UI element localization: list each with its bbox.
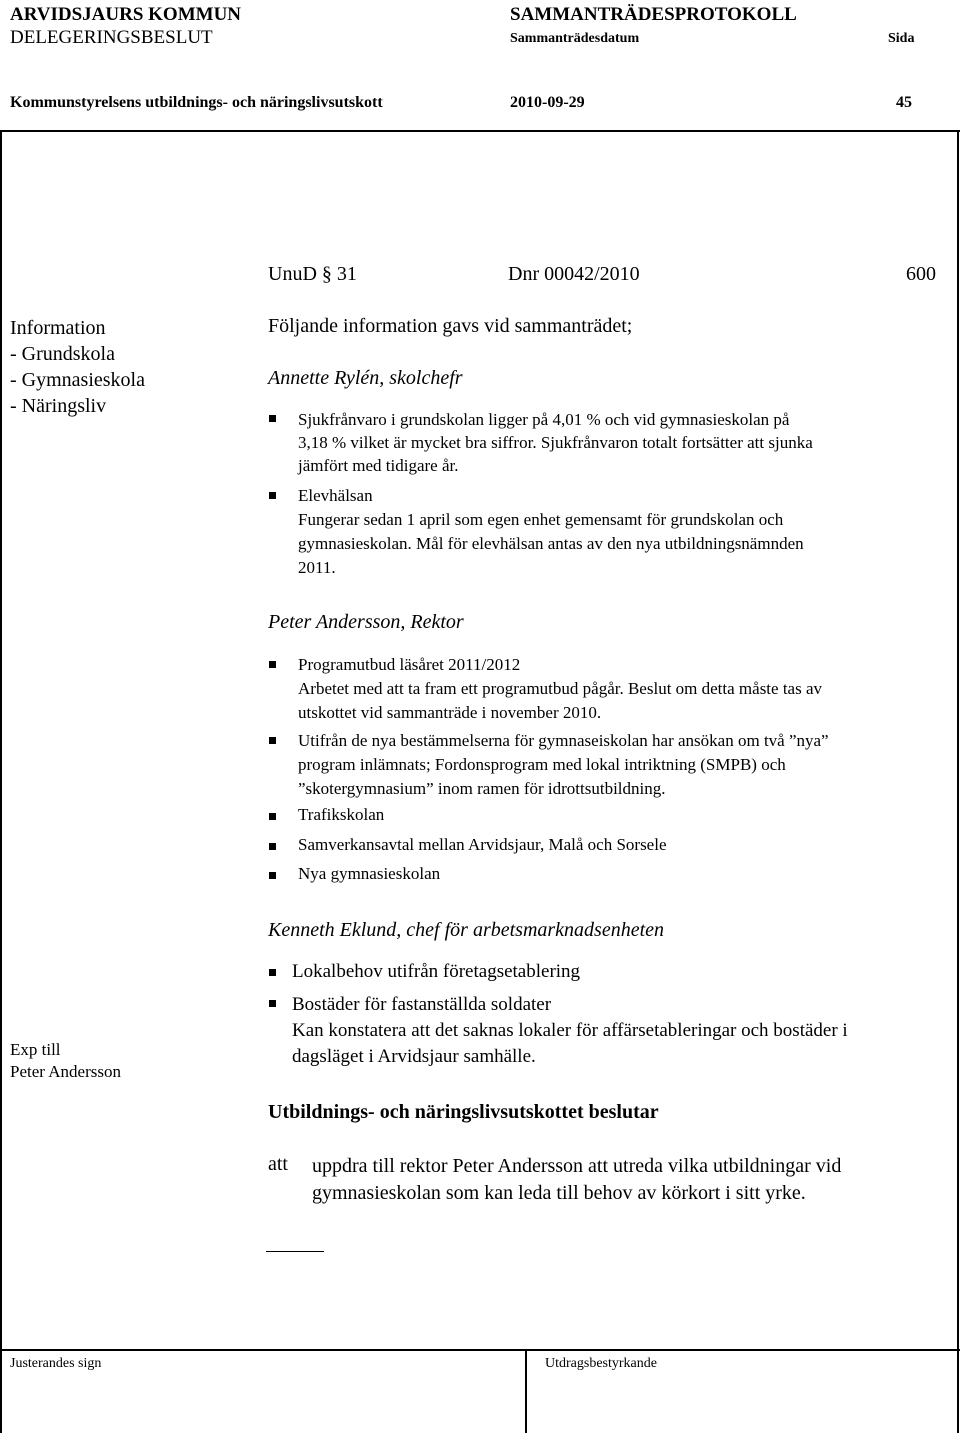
list-item-line: Sjukfrånvaro i grundskolan ligger på 4,01 % och vid gymnasieskolan på	[298, 410, 790, 429]
list-item-line: gymnasieskolan. Mål för elevhälsan antas av den nya utbildningsnämnden	[298, 534, 804, 553]
sidebar-exp-line: Peter Andersson	[10, 1062, 121, 1081]
case-number: 31	[336, 263, 357, 285]
list-item-line: Kan konstatera att det saknas lokaler för affärsetableringar och bostäder i	[292, 1020, 848, 1041]
page-number: 45	[896, 94, 912, 111]
meeting-date: 2010-09-29	[510, 94, 585, 111]
section-symbol: §	[321, 263, 332, 285]
date-label: Sammanträdesdatum	[510, 31, 640, 46]
org-name: ARVIDSJAURS KOMMUN	[10, 4, 242, 25]
list-item: Samverkansavtal mellan Arvidsjaur, Malå och Sorsele	[298, 835, 667, 854]
list-item-line: Bostäder för fastanställda soldater	[292, 994, 552, 1015]
decision-line: uppdra till rektor Peter Andersson att utreda vilka utbildningar vid	[312, 1155, 842, 1177]
list-item-line: dagsläget i Arvidsjaur samhälle.	[292, 1046, 536, 1067]
right-border	[957, 130, 959, 1433]
bullet-icon	[269, 813, 276, 820]
list-item: Lokalbehov utifrån företagsetablering	[292, 961, 581, 982]
bullet-icon	[269, 415, 276, 422]
footer-justerandes-sign: Justerandes sign	[10, 1356, 102, 1371]
sidebar-topic	[10, 315, 145, 419]
case-ref	[268, 263, 357, 286]
page-label: Sida	[888, 31, 915, 46]
speaker-kenneth: Kenneth Eklund, chef för arbetsmarknadsenheten	[268, 919, 665, 941]
list-item-line: program inlämnats; Fordonsprogram med lokal intriktning (SMPB) och	[298, 755, 786, 774]
list-item	[298, 653, 822, 725]
list-item-line: Elevhälsan	[298, 486, 373, 505]
case-ref-code: UnuD	[268, 263, 317, 285]
sidebar-exp	[10, 1039, 121, 1083]
list-item	[298, 484, 804, 580]
case-dnr: Dnr 00042/2010	[508, 263, 640, 285]
list-item: Trafikskolan	[298, 805, 385, 824]
intro-text: Följande information gavs vid sammanträdet;	[268, 315, 633, 337]
list-item-line: 2011.	[298, 558, 336, 577]
list-item	[298, 408, 813, 477]
bullet-icon	[269, 969, 276, 976]
case-code: 600	[906, 263, 936, 285]
list-item-line: Programutbud läsåret 2011/2012	[298, 655, 521, 674]
sidebar-exp-line: Exp till	[10, 1040, 61, 1059]
end-line	[266, 1251, 324, 1252]
list-item: Nya gymnasieskolan	[298, 864, 441, 883]
bullet-icon	[269, 1000, 276, 1007]
sidebar-topic-line: Information	[10, 317, 106, 339]
list-item-line: utskottet vid sammanträde i november 2010.	[298, 703, 602, 722]
list-item-line: Fungerar sedan 1 april som egen enhet gemensamt för grundskolan och	[298, 510, 784, 529]
list-item-line: ”skotergymnasium” inom ramen för idrottsutbildning.	[298, 779, 666, 798]
list-item-line: jämfört med tidigare år.	[298, 456, 459, 475]
footer-rule	[0, 1349, 960, 1351]
speaker-annette: Annette Rylén, skolchefr	[268, 367, 463, 389]
speaker-peter: Peter Andersson, Rektor	[268, 611, 464, 633]
list-item-line: Arbetet med att ta fram ett programutbud pågår. Beslut om detta måste tas av	[298, 679, 823, 698]
header-rule	[0, 130, 960, 132]
sidebar-topic-line: - Näringsliv	[10, 395, 107, 417]
bullet-icon	[269, 737, 276, 744]
bullet-icon	[269, 661, 276, 668]
committee-name: Kommunstyrelsens utbildnings- och näringslivsutskott	[10, 94, 383, 111]
footer-divider	[525, 1349, 527, 1433]
bullet-icon	[269, 843, 276, 850]
protocol-title: SAMMANTRÄDESPROTOKOLL	[510, 4, 797, 25]
list-item-line: Utifrån de nya bestämmelserna för gymnaseiskolan har ansökan om två ”nya”	[298, 731, 829, 750]
sidebar-topic-line: - Grundskola	[10, 343, 115, 365]
list-item	[298, 729, 829, 801]
decision-att: att	[268, 1153, 288, 1175]
footer-utdragsbestyrkande: Utdragsbestyrkande	[545, 1356, 657, 1371]
left-border	[0, 130, 2, 1433]
decision-line: gymnasieskolan som kan leda till behov av körkort i sitt yrke.	[312, 1182, 806, 1204]
bullet-icon	[269, 872, 276, 879]
decision-text	[312, 1153, 841, 1207]
decision-heading: Utbildnings- och näringslivsutskottet beslutar	[268, 1101, 659, 1123]
list-item	[292, 992, 848, 1070]
bullet-icon	[269, 492, 276, 499]
sidebar-topic-line: - Gymnasieskola	[10, 369, 145, 391]
doc-type: DELEGERINGSBESLUT	[10, 27, 213, 48]
list-item-line: 3,18 % vilket är mycket bra siffror. Sjukfrånvaron totalt fortsätter att sjunka	[298, 433, 813, 452]
